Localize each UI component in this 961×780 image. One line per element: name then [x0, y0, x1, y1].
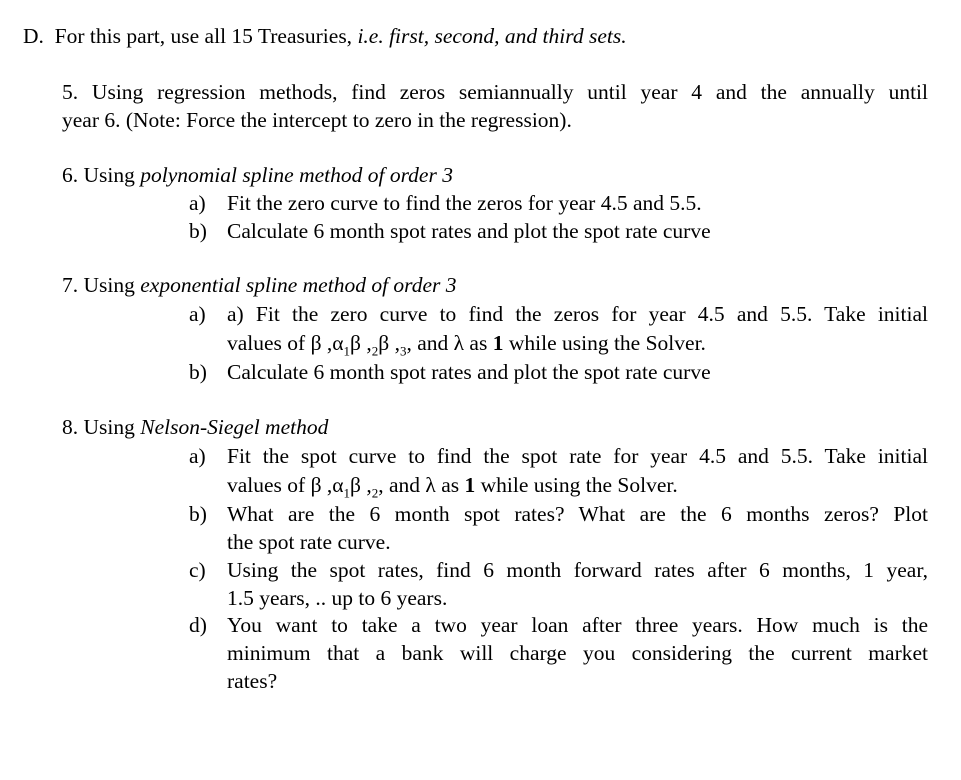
section-intro-italic: i.e. first, second, and third sets.: [357, 24, 627, 48]
q7-method: exponential spline method of order 3: [140, 273, 457, 297]
q7-a-line2-mid1: β ,: [350, 331, 372, 355]
q8-a-line2-mid2: , and λ as: [378, 473, 465, 497]
q6-number: 6.: [62, 163, 79, 187]
q8-b-label: b): [189, 502, 207, 526]
q7-a-label: a): [189, 302, 206, 326]
q8-a-line2-pre: values of β ,α: [227, 473, 344, 497]
q7-a-line1: a) Fit the zero curve to find the zeros for year 4.5 and 5.5. Take initial: [227, 302, 928, 326]
q6-b-label: b): [189, 219, 207, 243]
section-intro: For this part, use all 15 Treasuries,: [54, 24, 358, 48]
q7-heading: [62, 271, 457, 300]
section-letter: D.: [23, 24, 44, 48]
q8-a-line2-mid1: β ,: [350, 473, 372, 497]
q8-a-label: a): [189, 444, 206, 468]
q8-b-line1: What are the 6 month spot rates? What are the 6 months zeros? Plot: [227, 502, 928, 526]
q7-a-bold-value: 1: [492, 331, 504, 355]
q7-b-label: b): [189, 360, 207, 384]
q8-a-line2-post: while using the Solver.: [475, 473, 678, 497]
q8-d-line3: rates?: [227, 669, 278, 693]
q7-b-text: Calculate 6 month spot rates and plot the spot rate curve: [227, 360, 711, 384]
q5-number: 5.: [62, 80, 79, 104]
q7-a-line2-mid3: , and λ as: [406, 331, 493, 355]
q7-a-sub3: 3: [399, 343, 407, 359]
q6-method: polynomial spline method of order 3: [140, 163, 453, 187]
q5-text-line1: Using regression methods, find zeros semiannually until year 4 and the annually until: [91, 80, 928, 104]
q7-a-line2: [227, 329, 706, 358]
q7-a-line2-pre: values of β ,α: [227, 331, 344, 355]
q7-a-sub2: 2: [371, 343, 379, 359]
q8-d-label: d): [189, 613, 207, 637]
q6-b-text: Calculate 6 month spot rates and plot the spot rate curve: [227, 219, 711, 243]
q8-c-label: c): [189, 558, 206, 582]
q7-a-sub1: 1: [343, 343, 351, 359]
q8-a-line2: [227, 471, 678, 500]
q8-d-line1: You want to take a two year loan after three years. How much is the: [227, 613, 928, 637]
q8-method: Nelson-Siegel method: [140, 415, 329, 439]
q7-number: 7.: [62, 273, 79, 297]
section-heading: [23, 22, 627, 51]
q6-lead: Using: [83, 163, 141, 187]
q8-c-line2: 1.5 years, .. up to 6 years.: [227, 586, 448, 610]
q8-number: 8.: [62, 415, 79, 439]
q7-a-line2-mid2: β ,: [378, 331, 400, 355]
q8-d-line2: minimum that a bank will charge you considering the current market: [227, 641, 928, 665]
q5-line2: year 6. (Note: Force the intercept to zero in the regression).: [62, 108, 572, 132]
q6-a-label: a): [189, 191, 206, 215]
q8-c-line1: Using the spot rates, find 6 month forward rates after 6 months, 1 year,: [227, 558, 928, 582]
q6-heading: [62, 161, 453, 190]
q8-lead: Using: [83, 415, 141, 439]
q5-line1: [62, 78, 928, 107]
q8-b-line2: the spot rate curve.: [227, 530, 391, 554]
q7-lead: Using: [83, 273, 141, 297]
q8-a-bold-value: 1: [464, 473, 476, 497]
q8-a-sub2: 2: [371, 485, 379, 501]
q8-heading: [62, 413, 328, 442]
q8-a-sub1: 1: [343, 485, 351, 501]
q6-a-text: Fit the zero curve to find the zeros for year 4.5 and 5.5.: [227, 191, 702, 215]
q7-a-line2-post: while using the Solver.: [503, 331, 706, 355]
q8-a-line1: Fit the spot curve to find the spot rate for year 4.5 and 5.5. Take initial: [227, 444, 928, 468]
